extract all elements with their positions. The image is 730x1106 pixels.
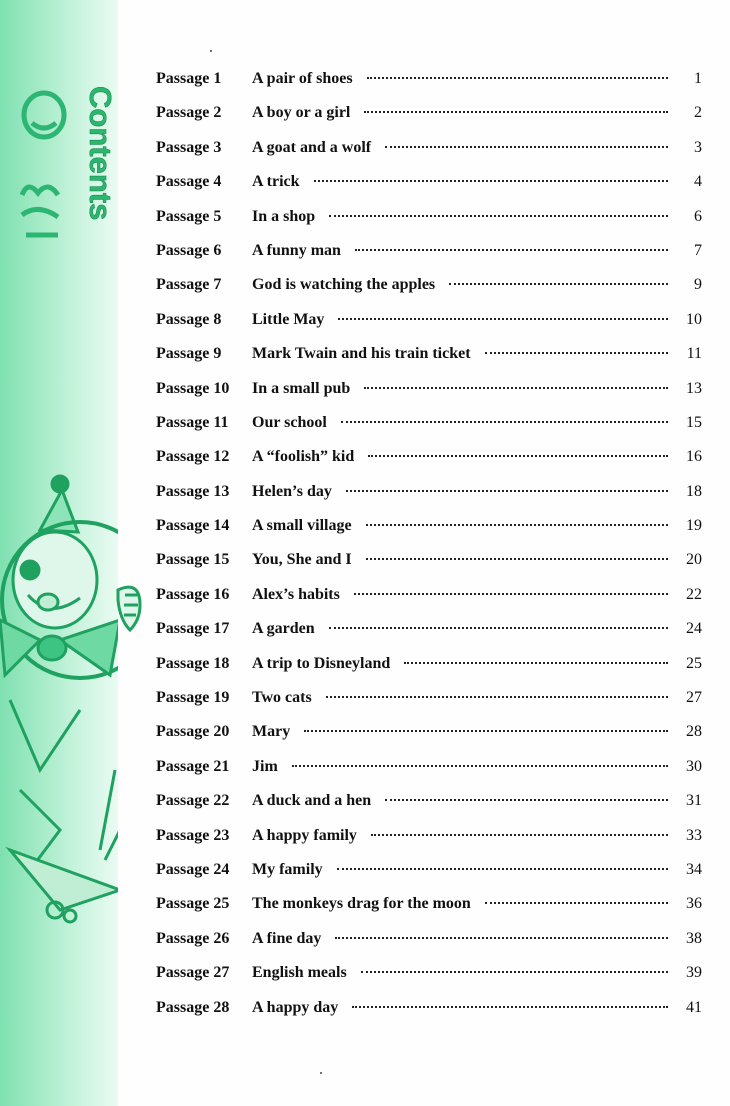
toc-page-number: 2 bbox=[694, 104, 702, 122]
toc-row[interactable] bbox=[150, 173, 702, 207]
toc-page-number: 18 bbox=[686, 482, 702, 500]
toc-passage-title: English meals bbox=[252, 964, 347, 982]
toc-page-number: 10 bbox=[686, 310, 702, 328]
toc-passage-label: Passage 23 bbox=[156, 826, 230, 844]
toc-page-number: 15 bbox=[686, 413, 702, 431]
toc-row[interactable] bbox=[150, 517, 702, 551]
toc-passage-title: A small village bbox=[252, 517, 352, 535]
toc-page-number: 31 bbox=[686, 792, 702, 810]
toc-passage-title: Little May bbox=[252, 310, 325, 328]
toc-row[interactable] bbox=[150, 448, 702, 482]
toc-passage-label: Passage 13 bbox=[156, 482, 230, 500]
toc-passage-title: A trip to Disneyland bbox=[252, 654, 391, 672]
toc-dot-leader bbox=[385, 144, 668, 148]
toc-row[interactable] bbox=[150, 827, 702, 861]
toc-passage-title: A funny man bbox=[252, 241, 341, 259]
toc-row[interactable] bbox=[150, 276, 702, 310]
toc-passage-label: Passage 11 bbox=[156, 413, 229, 431]
toc-passage-label: Passage 24 bbox=[156, 860, 230, 878]
toc-row[interactable] bbox=[150, 999, 702, 1033]
toc-passage-label: Passage 21 bbox=[156, 757, 230, 775]
toc-row[interactable] bbox=[150, 70, 702, 104]
toc-dot-leader bbox=[346, 488, 668, 492]
decorative-glyphs-icon bbox=[8, 85, 78, 255]
toc-passage-label: Passage 6 bbox=[156, 241, 222, 259]
toc-page-number: 20 bbox=[686, 551, 702, 569]
toc-page-number: 39 bbox=[686, 964, 702, 982]
toc-dot-leader bbox=[485, 900, 668, 904]
toc-passage-label: Passage 22 bbox=[156, 792, 230, 810]
toc-dot-leader bbox=[329, 625, 668, 629]
toc-row[interactable] bbox=[150, 930, 702, 964]
toc-passage-title: God is watching the apples bbox=[252, 276, 436, 294]
toc-row[interactable] bbox=[150, 380, 702, 414]
toc-dot-leader bbox=[292, 763, 668, 767]
toc-dot-leader bbox=[314, 178, 668, 182]
toc-page-number: 25 bbox=[686, 654, 702, 672]
toc-dot-leader bbox=[368, 453, 668, 457]
toc-passage-label: Passage 9 bbox=[156, 345, 222, 363]
toc-dot-leader bbox=[366, 556, 668, 560]
toc-row[interactable] bbox=[150, 551, 702, 585]
toc-dot-leader bbox=[485, 350, 668, 354]
toc-row[interactable] bbox=[150, 758, 702, 792]
toc-page-number: 1 bbox=[694, 70, 702, 87]
toc-page-number: 3 bbox=[694, 138, 702, 156]
toc-page-number: 6 bbox=[694, 207, 702, 225]
toc-row[interactable] bbox=[150, 345, 702, 379]
toc-dot-leader bbox=[341, 419, 668, 423]
toc-passage-title: The monkeys drag for the moon bbox=[252, 895, 471, 913]
toc-row[interactable] bbox=[150, 414, 702, 448]
toc-passage-label: Passage 5 bbox=[156, 207, 222, 225]
toc-dot-leader bbox=[335, 935, 668, 939]
toc-dot-leader bbox=[329, 213, 668, 217]
toc-passage-title: A “foolish” kid bbox=[252, 448, 355, 466]
toc-page-number: 4 bbox=[694, 173, 702, 191]
toc-page-number: 9 bbox=[694, 276, 702, 294]
toc-passage-label: Passage 14 bbox=[156, 517, 230, 535]
toc-passage-title: Jim bbox=[252, 757, 278, 775]
toc-passage-label: Passage 19 bbox=[156, 689, 230, 707]
toc-passage-title: Alex’s habits bbox=[252, 585, 340, 603]
toc-passage-title: Two cats bbox=[252, 689, 312, 707]
toc-row[interactable] bbox=[150, 655, 702, 689]
toc-passage-title: Mary bbox=[252, 723, 291, 741]
toc-passage-label: Passage 12 bbox=[156, 448, 230, 466]
toc-row[interactable] bbox=[150, 792, 702, 826]
toc-dot-leader bbox=[449, 281, 668, 285]
decorative-sidebar bbox=[0, 0, 118, 1106]
toc-passage-title: Mark Twain and his train ticket bbox=[252, 345, 471, 363]
toc-page-number: 16 bbox=[686, 448, 702, 466]
toc-dot-leader bbox=[371, 832, 668, 836]
toc-passage-title: A pair of shoes bbox=[252, 70, 353, 87]
toc-row[interactable] bbox=[150, 208, 702, 242]
toc-dot-leader bbox=[337, 866, 668, 870]
toc-passage-label: Passage 25 bbox=[156, 895, 230, 913]
toc-passage-title: In a shop bbox=[252, 207, 316, 225]
toc-passage-label: Passage 28 bbox=[156, 998, 230, 1016]
toc-row[interactable] bbox=[150, 964, 702, 998]
toc-row[interactable] bbox=[150, 861, 702, 895]
toc-dot-leader bbox=[366, 522, 668, 526]
toc-passage-label: Passage 1 bbox=[156, 70, 222, 87]
toc-passage-label: Passage 10 bbox=[156, 379, 230, 397]
toc-passage-title: A boy or a girl bbox=[252, 104, 351, 122]
toc-passage-label: Passage 26 bbox=[156, 929, 230, 947]
toc-page-number: 30 bbox=[686, 757, 702, 775]
toc-passage-label: Passage 17 bbox=[156, 620, 230, 638]
toc-passage-title: Helen’s day bbox=[252, 482, 332, 500]
toc-page-number: 33 bbox=[686, 826, 702, 844]
toc-row[interactable] bbox=[150, 311, 702, 345]
toc-page-number: 22 bbox=[686, 585, 702, 603]
toc-page-number: 19 bbox=[686, 517, 702, 535]
toc-page-number: 13 bbox=[686, 379, 702, 397]
toc-passage-title: A goat and a wolf bbox=[252, 138, 372, 156]
toc-dot-leader bbox=[355, 247, 668, 251]
toc-row[interactable] bbox=[150, 139, 702, 173]
toc-dot-leader bbox=[364, 385, 668, 389]
toc-row[interactable] bbox=[150, 483, 702, 517]
toc-dot-leader bbox=[326, 694, 668, 698]
toc-passage-title: A happy day bbox=[252, 998, 339, 1016]
speck bbox=[320, 1072, 322, 1074]
toc-row[interactable] bbox=[150, 620, 702, 654]
toc-passage-label: Passage 2 bbox=[156, 104, 222, 122]
speck bbox=[210, 50, 212, 52]
toc-page-number: 28 bbox=[686, 723, 702, 741]
toc-dot-leader bbox=[385, 797, 668, 801]
toc-passage-title: A duck and a hen bbox=[252, 792, 372, 810]
toc-page-number: 36 bbox=[686, 895, 702, 913]
toc-dot-leader bbox=[361, 969, 668, 973]
toc-page-number: 34 bbox=[686, 860, 702, 878]
table-of-contents bbox=[150, 70, 702, 1033]
toc-row[interactable] bbox=[150, 689, 702, 723]
contents-heading: Contents bbox=[83, 86, 118, 221]
toc-row[interactable] bbox=[150, 895, 702, 929]
toc-passage-title: A trick bbox=[252, 173, 300, 191]
sidebar-title bbox=[80, 80, 118, 250]
toc-passage-label: Passage 16 bbox=[156, 585, 230, 603]
toc-passage-label: Passage 3 bbox=[156, 138, 222, 156]
toc-dot-leader bbox=[352, 1004, 668, 1008]
toc-passage-title: You, She and I bbox=[252, 551, 352, 569]
toc-row[interactable] bbox=[150, 242, 702, 276]
toc-passage-label: Passage 15 bbox=[156, 551, 230, 569]
toc-dot-leader bbox=[354, 591, 668, 595]
toc-passage-title: A happy family bbox=[252, 826, 357, 844]
toc-dot-leader bbox=[304, 728, 668, 732]
toc-page-number: 24 bbox=[686, 620, 702, 638]
toc-passage-title: A fine day bbox=[252, 929, 322, 947]
toc-passage-label: Passage 18 bbox=[156, 654, 230, 672]
toc-row[interactable] bbox=[150, 586, 702, 620]
toc-passage-title: A garden bbox=[252, 620, 315, 638]
toc-passage-title: In a small pub bbox=[252, 379, 351, 397]
toc-dot-leader bbox=[338, 316, 668, 320]
toc-page-number: 38 bbox=[686, 929, 702, 947]
toc-page-number: 7 bbox=[694, 241, 702, 259]
toc-passage-title: Our school bbox=[252, 413, 327, 431]
toc-passage-label: Passage 27 bbox=[156, 964, 230, 982]
clown-illustration bbox=[0, 470, 118, 950]
toc-passage-title: My family bbox=[252, 860, 323, 878]
toc-passage-label: Passage 7 bbox=[156, 276, 222, 294]
toc-page-number: 27 bbox=[686, 689, 702, 707]
toc-passage-label: Passage 8 bbox=[156, 310, 222, 328]
toc-passage-label: Passage 4 bbox=[156, 173, 222, 191]
toc-dot-leader bbox=[364, 109, 668, 113]
toc-dot-leader bbox=[367, 75, 668, 79]
toc-row[interactable] bbox=[150, 723, 702, 757]
toc-passage-label: Passage 20 bbox=[156, 723, 230, 741]
toc-dot-leader bbox=[404, 660, 668, 664]
toc-row[interactable] bbox=[150, 104, 702, 138]
toc-page-number: 41 bbox=[686, 998, 702, 1016]
toc-page-number: 11 bbox=[686, 345, 702, 363]
